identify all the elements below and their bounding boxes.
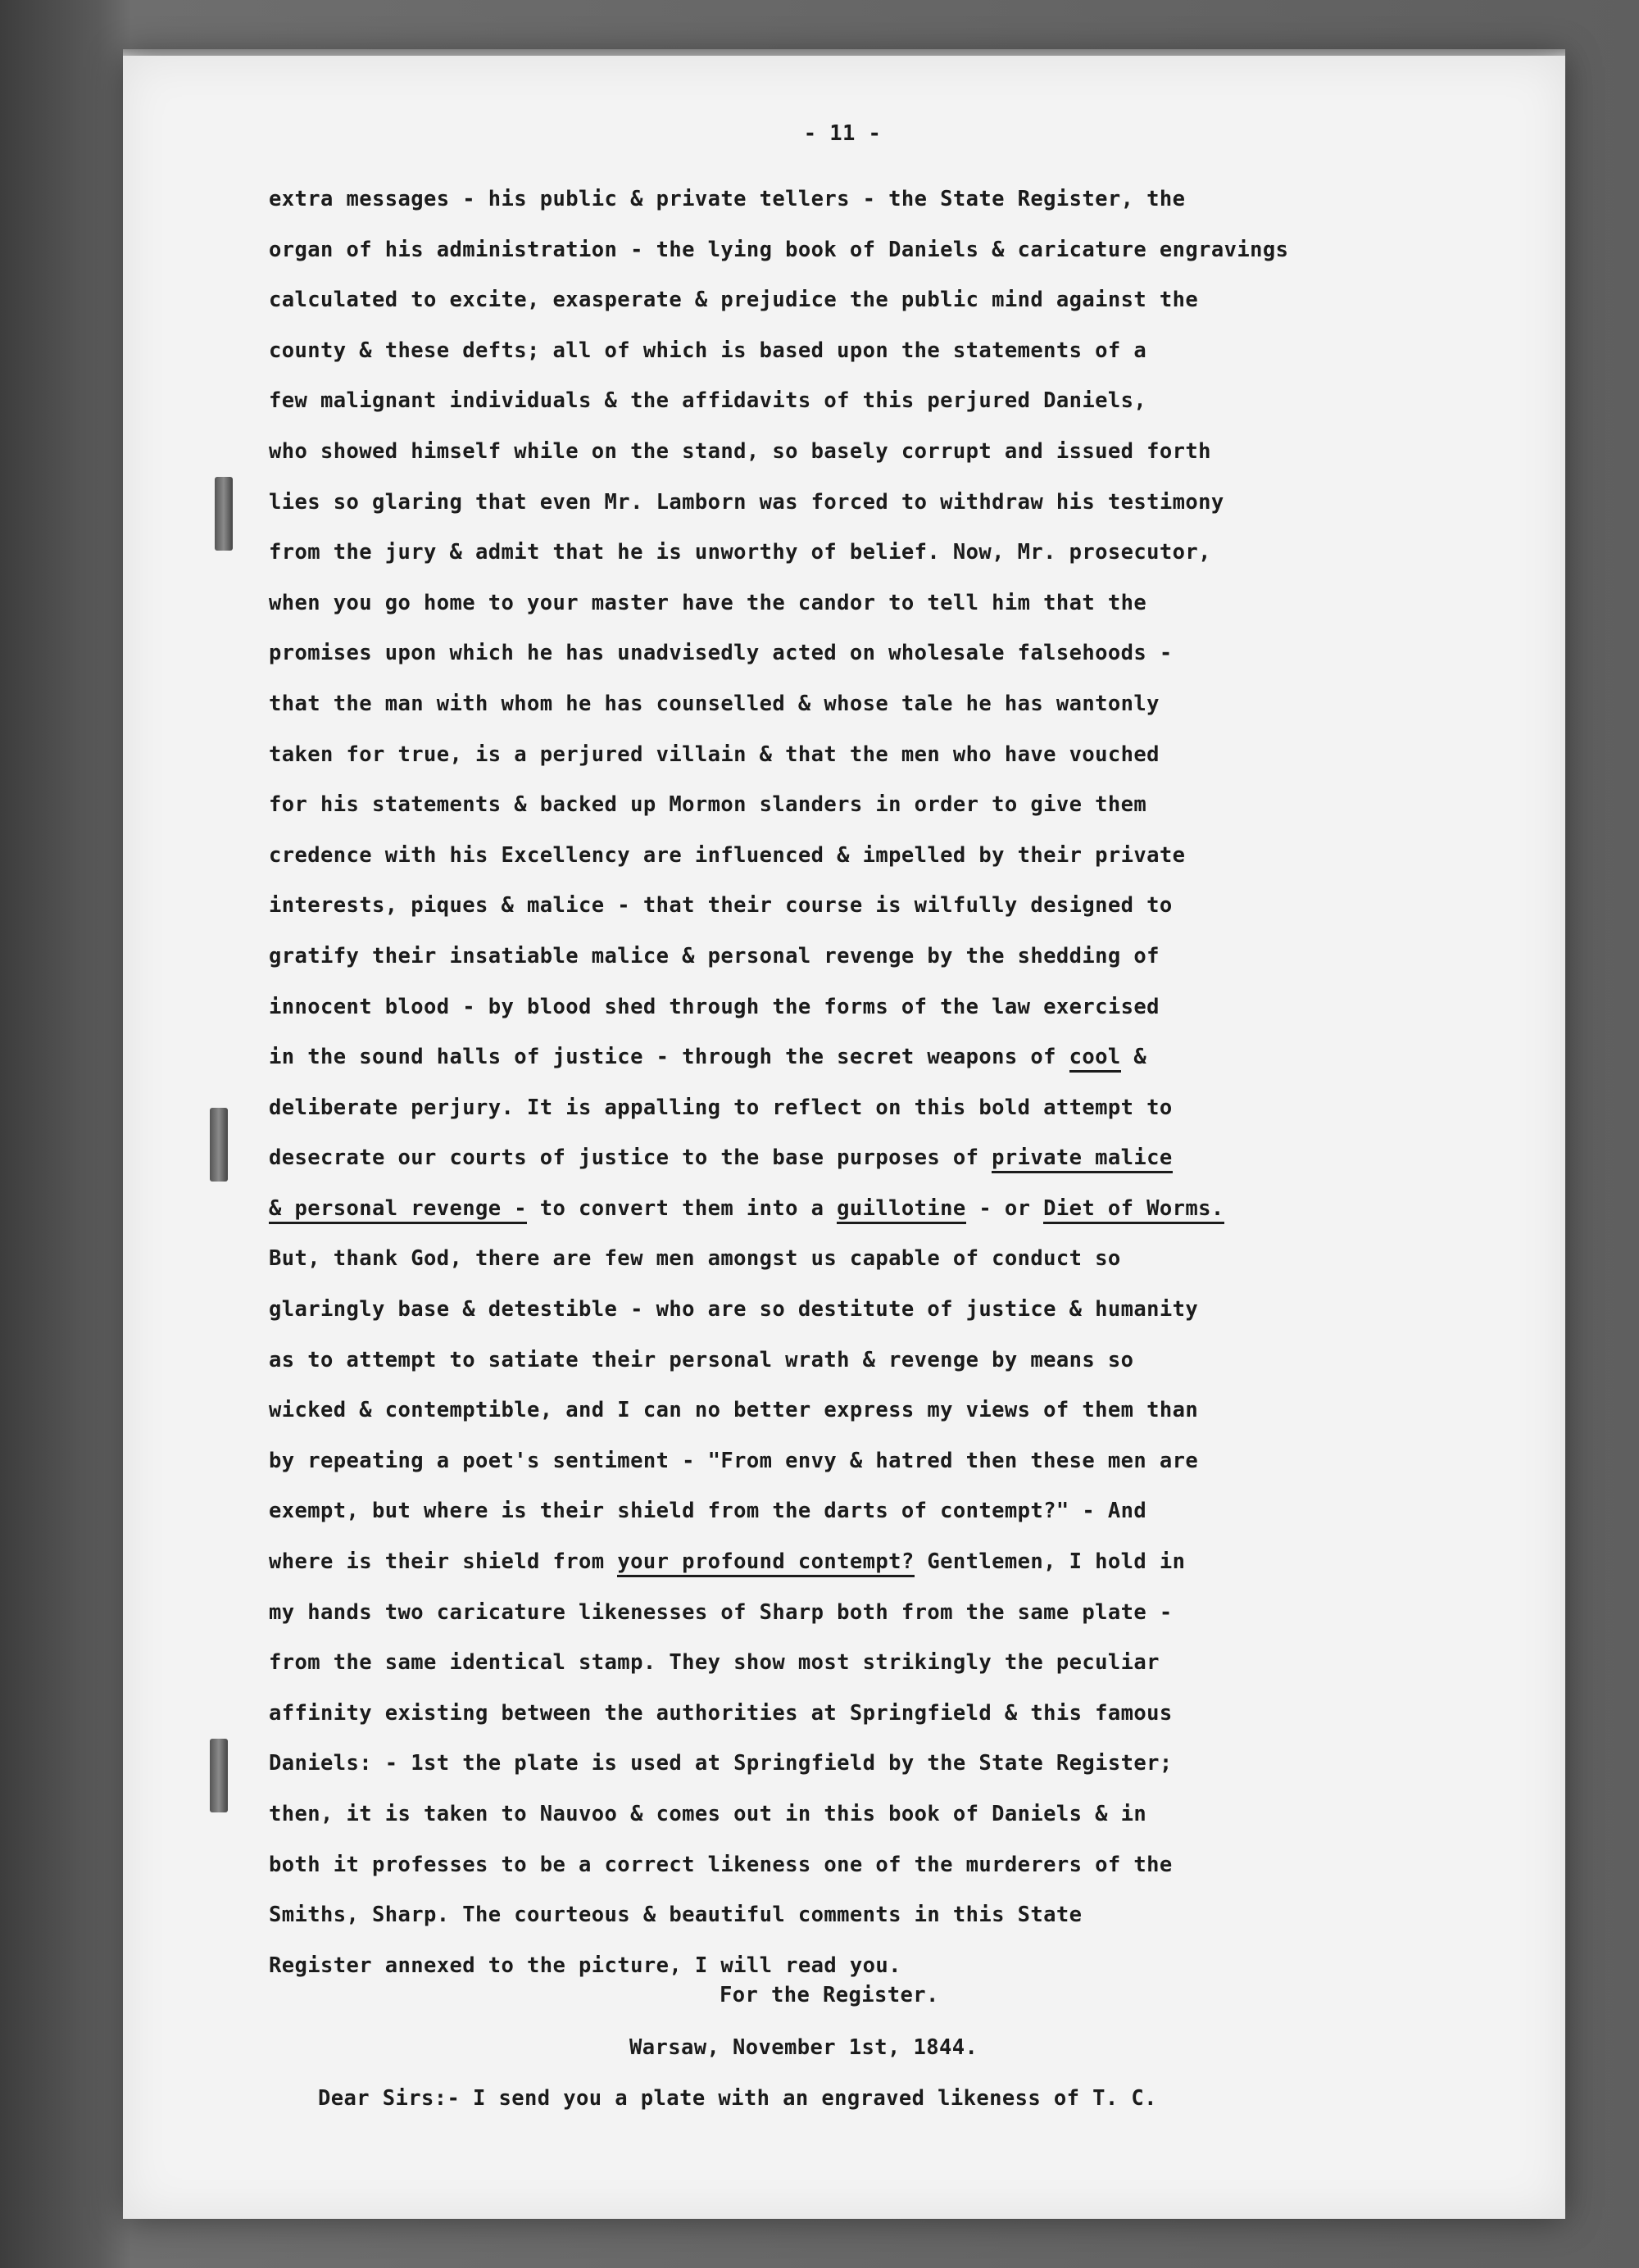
text-segment: innocent blood - by blood shed through the forms of the law exercised xyxy=(269,994,1160,1019)
underlined-text: Diet of Worms. xyxy=(1043,1196,1224,1224)
text-line xyxy=(269,1141,1416,1192)
text-segment: interests, piques & malice - that their course is wilfully designed to xyxy=(269,893,1173,919)
text-line xyxy=(269,687,1416,738)
binder-hole-mark xyxy=(210,1108,228,1182)
text-segment: extra messages - his public & private tellers - the State Register, the xyxy=(269,187,1186,211)
binder-hole-mark xyxy=(215,477,233,551)
text-segment: calculated to excite, exasperate & prejudice the public mind against the xyxy=(269,288,1199,313)
text-line xyxy=(269,1445,1416,1495)
text-line xyxy=(269,1848,1416,1899)
underlined-text: guillotine xyxy=(837,1196,966,1224)
text-segment: desecrate our courts of justice to the base purposes of xyxy=(269,1145,992,1171)
text-segment: Daniels: - 1st the plate is used at Springfield by the State Register; xyxy=(269,1751,1173,1776)
text-line xyxy=(269,1293,1416,1344)
text-line xyxy=(269,889,1416,940)
text-segment: county & these defts; all of which is based upon the statements of a xyxy=(269,338,1147,363)
text-segment: gratify their insatiable malice & personal revenge by the shedding of xyxy=(269,943,1160,968)
text-line xyxy=(269,1041,1416,1091)
text-line xyxy=(269,940,1416,991)
text-segment: from the jury & admit that he is unworthy of belief. Now, Mr. prosecutor, xyxy=(269,540,1211,565)
text-segment: few malignant individuals & the affidavits of this perjured Daniels, xyxy=(269,388,1147,414)
letter-opening: Dear Sirs:- I send you a plate with an engraved likeness of T. C. xyxy=(318,2086,1157,2111)
text-line xyxy=(269,1495,1416,1545)
text-segment: & xyxy=(1120,1045,1147,1070)
text-line xyxy=(269,1091,1416,1142)
text-line xyxy=(269,1646,1416,1697)
text-segment: then, it is taken to Nauvoo & comes out in this book of Daniels & in xyxy=(269,1802,1147,1826)
text-segment: exempt, but where is their shield from the darts of contempt?" - And xyxy=(269,1499,1147,1524)
text-segment: where is their shield from xyxy=(269,1549,618,1575)
letter-dateline: Warsaw, November 1st, 1844. xyxy=(629,2035,978,2060)
text-segment: for his statements & backed up Mormon slanders in order to give them xyxy=(269,792,1147,818)
text-segment: organ of his administration - the lying book of Daniels & caricature engravings xyxy=(269,237,1289,262)
page-number: - 11 - xyxy=(803,121,882,146)
text-segment: who showed himself while on the stand, so basely corrupt and issued forth xyxy=(269,438,1211,464)
document-page xyxy=(123,56,1565,2219)
text-line xyxy=(269,234,1416,284)
text-segment: as to attempt to satiate their personal wrath & revenge by means so xyxy=(269,1347,1134,1372)
text-segment: that the man with whom he has counselled & whose tale he has wantonly xyxy=(269,691,1160,716)
text-segment: promises upon which he has unadvisedly acted on wholesale falsehoods - xyxy=(269,641,1173,666)
underlined-text: private malice xyxy=(992,1145,1173,1173)
text-line xyxy=(269,435,1416,486)
binder-hole-mark xyxy=(210,1739,228,1812)
text-line xyxy=(269,486,1416,537)
text-segment: to convert them into a xyxy=(527,1195,838,1221)
text-line xyxy=(269,738,1416,789)
text-segment: Gentlemen, I hold in xyxy=(914,1549,1186,1575)
text-segment: from the same identical stamp. They show most strikingly the peculiar xyxy=(269,1650,1160,1676)
text-segment: But, thank God, there are few men amongst us capable of conduct so xyxy=(269,1246,1121,1272)
underlined-text: & personal revenge - xyxy=(269,1196,527,1224)
text-segment: Smiths, Sharp. The courteous & beautiful comments in this State xyxy=(269,1903,1083,1928)
text-line xyxy=(269,536,1416,587)
text-line xyxy=(269,334,1416,385)
text-segment: lies so glaring that even Mr. Lamborn was forced to withdraw his testimony xyxy=(269,489,1224,515)
underlined-text: cool xyxy=(1069,1045,1121,1073)
text-segment: my hands two caricature likenesses of Sharp both from the same plate - xyxy=(269,1599,1173,1625)
text-line xyxy=(269,1344,1416,1395)
text-line xyxy=(269,284,1416,334)
text-line xyxy=(269,587,1416,637)
text-line xyxy=(269,384,1416,435)
text-line xyxy=(269,1898,1416,1949)
text-segment: credence with his Excellency are influenced & impelled by their private xyxy=(269,842,1186,868)
text-line xyxy=(269,1747,1416,1798)
text-segment: Register annexed to the picture, I will read you. xyxy=(269,1953,901,1978)
text-segment: wicked & contemptible, and I can no better express my views of them than xyxy=(269,1398,1199,1423)
text-line xyxy=(269,1545,1416,1596)
text-line xyxy=(269,637,1416,687)
text-line xyxy=(269,1596,1416,1647)
letter-heading: For the Register. xyxy=(720,1983,939,2007)
text-segment: glaringly base & detestible - who are so destitute of justice & humanity xyxy=(269,1297,1199,1322)
text-line xyxy=(269,788,1416,839)
text-segment: when you go home to your master have the candor to tell him that the xyxy=(269,590,1147,615)
text-line xyxy=(269,1192,1416,1243)
text-line xyxy=(269,1798,1416,1848)
text-segment: - or xyxy=(965,1195,1044,1221)
text-line xyxy=(269,183,1416,234)
text-segment: taken for true, is a perjured villain & that the men who have vouched xyxy=(269,742,1160,767)
body-paragraph xyxy=(269,183,1416,1999)
text-line xyxy=(269,1697,1416,1748)
text-segment: by repeating a poet's sentiment - "From envy & hatred then these men are xyxy=(269,1448,1199,1473)
text-segment: affinity existing between the authorities at Springfield & this famous xyxy=(269,1700,1173,1726)
text-line xyxy=(269,1242,1416,1293)
text-segment: both it professes to be a correct likeness one of the murderers of the xyxy=(269,1852,1173,1877)
underlined-text: your profound contempt? xyxy=(617,1549,914,1577)
text-line xyxy=(269,839,1416,890)
text-line xyxy=(269,1394,1416,1445)
text-segment: deliberate perjury. It is appalling to reflect on this bold attempt to xyxy=(269,1095,1173,1120)
text-segment: in the sound halls of justice - through the secret weapons of xyxy=(269,1045,1069,1070)
text-line xyxy=(269,991,1416,1041)
